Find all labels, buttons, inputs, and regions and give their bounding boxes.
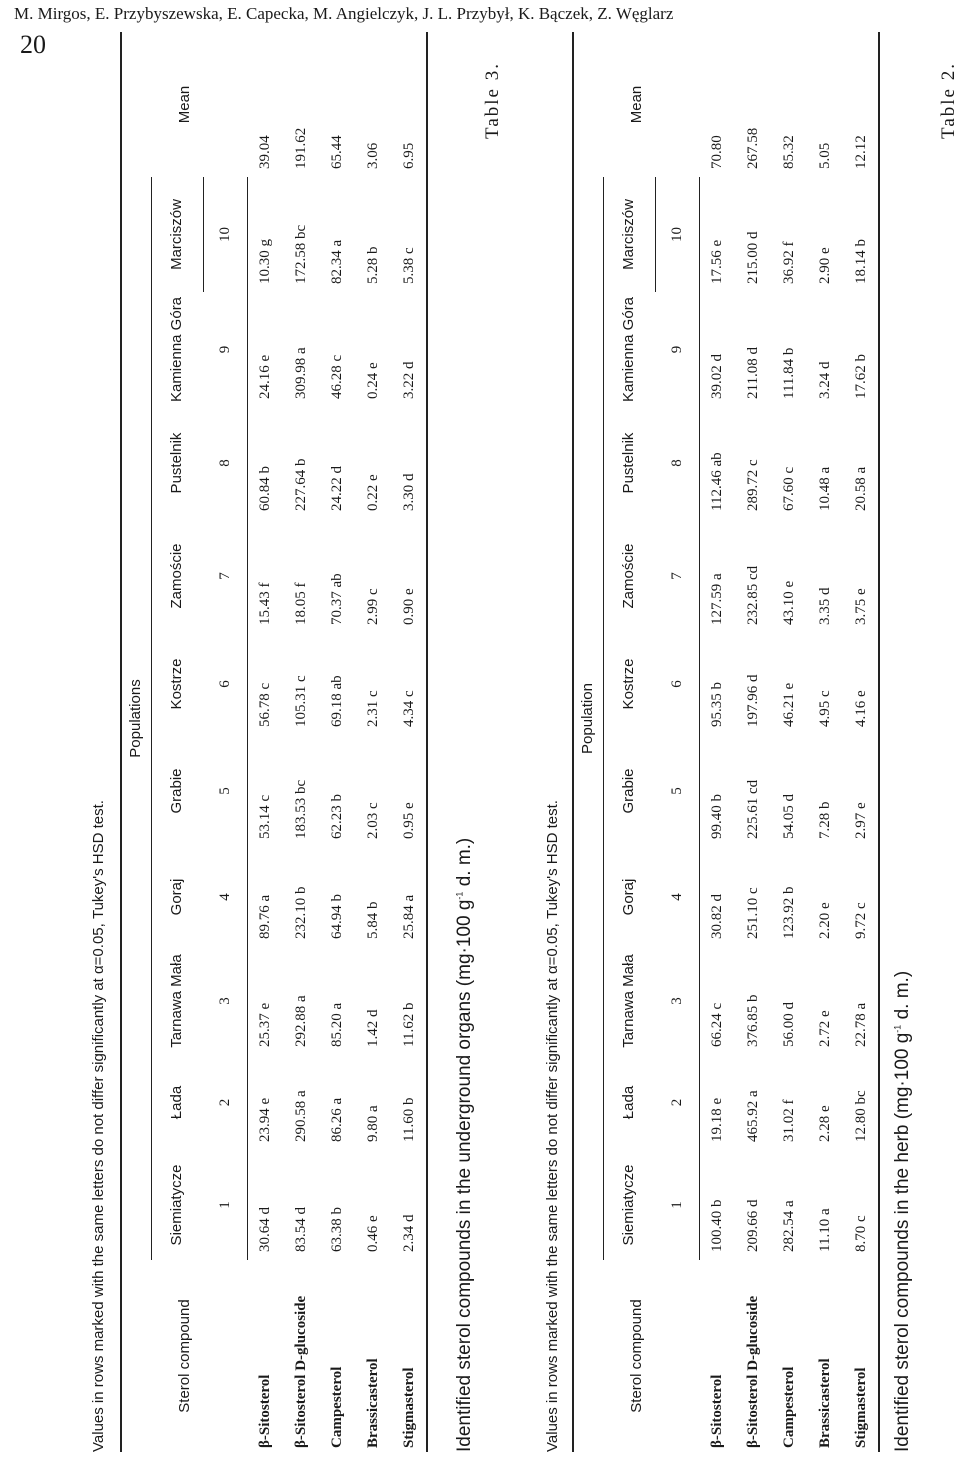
table2-mean-header: Mean — [573, 32, 699, 177]
table-cell: 290.58 a — [293, 1090, 309, 1142]
table-cell: 2.34 d — [391, 1150, 427, 1260]
table-cell: 30.64 d — [257, 1207, 274, 1252]
table-cell: 31.02 f — [781, 1099, 797, 1142]
table-cell: 183.53 bc — [293, 779, 309, 839]
table-cell: 56.78 c — [257, 682, 274, 727]
table-cell: 25.84 a — [391, 847, 427, 947]
table-cell: 10.30 g — [257, 239, 274, 284]
table3-number: 4 — [203, 847, 247, 947]
table3-population-header: Populations — [121, 177, 151, 1260]
table2-caption-main: Identified sterol compounds in the herb (mg·100 g — [892, 1032, 913, 1452]
mean-cell: 70.80 — [709, 135, 725, 169]
table-cell: 376.85 b — [745, 994, 761, 1047]
table-cell: 0.22 e — [365, 474, 381, 511]
table-cell: 24.16 e — [257, 354, 274, 399]
table-cell: 23.94 e — [257, 1097, 274, 1142]
table3-site: Siemiatycze — [168, 1164, 186, 1246]
table-cell: 20.58 a — [843, 407, 879, 519]
table-row — [247, 32, 283, 1452]
table-row — [735, 32, 771, 1452]
table-cell: 83.54 d — [293, 1207, 309, 1252]
table3-site: Łada — [168, 1085, 186, 1120]
table3-number: 1 — [203, 1150, 247, 1260]
table-cell: 105.31 c — [293, 675, 309, 727]
table-cell: 11.60 b — [391, 1055, 427, 1150]
table3-note: Values in rows marked with the same letters do not differ significantly at α=0.05, Tukey's HSD test. — [90, 800, 107, 1452]
table-row — [843, 32, 879, 1452]
table3 — [120, 32, 428, 1452]
table-cell: 10.48 a — [817, 466, 833, 511]
table3-number: 3 — [203, 947, 247, 1055]
table-cell: 2.31 c — [365, 690, 381, 727]
table-cell: 100.40 b — [709, 1199, 726, 1252]
table-cell: 3.35 d — [817, 587, 833, 625]
table3-site: Kamienna Góra — [168, 296, 186, 403]
table2-site: Zamoście — [620, 543, 638, 609]
table-cell: 12.80 bc — [843, 1055, 879, 1150]
table3-site-row — [151, 32, 203, 1452]
table3-site: Kostrze — [168, 658, 186, 710]
table-cell: 282.54 a — [781, 1200, 797, 1252]
table2-body — [699, 32, 879, 1452]
table2-site: Pustelnik — [620, 432, 638, 494]
table-cell: 46.21 e — [781, 682, 797, 727]
compound-name: Brassicasterol — [365, 1358, 381, 1448]
table-cell: 2.97 e — [843, 735, 879, 847]
table-cell: 172.58 bc — [293, 224, 309, 284]
table2-population-header: Population — [573, 177, 603, 1260]
table-cell: 43.10 e — [781, 580, 797, 625]
table-cell: 465.92 a — [745, 1090, 761, 1142]
table-row — [807, 32, 843, 1452]
table3-site: Goraj — [168, 878, 186, 916]
table3-label: Table 3. — [482, 62, 503, 139]
table-cell: 232.10 b — [293, 886, 309, 939]
table2-site: Siemiatycze — [620, 1164, 638, 1246]
table-cell: 2.99 c — [365, 588, 381, 625]
table-cell: 11.62 b — [391, 947, 427, 1055]
table-cell: 3.75 e — [843, 519, 879, 633]
compound-name: Brassicasterol — [817, 1358, 833, 1448]
table-cell: 127.59 a — [709, 573, 726, 625]
table2-site: Kostrze — [620, 658, 638, 710]
table2-site: Goraj — [620, 878, 638, 916]
table-cell: 5.38 c — [391, 177, 427, 292]
table-cell: 0.46 e — [365, 1215, 381, 1252]
table3-number: 2 — [203, 1055, 247, 1150]
compound-name: Campesterol — [329, 1366, 345, 1448]
table2-site: Grabie — [620, 768, 638, 814]
table-cell: 66.24 c — [709, 1002, 726, 1047]
table-cell: 3.22 d — [391, 292, 427, 407]
table3-site: Pustelnik — [168, 432, 186, 494]
table-cell: 53.14 c — [257, 794, 274, 839]
table2-caption — [892, 971, 914, 1452]
table-cell: 309.98 a — [293, 347, 309, 399]
table3-caption-main: Identified sterol compounds in the underground organs (mg·100 g — [454, 899, 475, 1452]
table3-number: 9 — [203, 292, 247, 407]
table3-mean-header: Mean — [121, 32, 247, 177]
table-cell: 112.46 ab — [709, 452, 726, 511]
mean-cell: 65.44 — [329, 135, 345, 169]
table3-number: 5 — [203, 735, 247, 847]
table-cell: 63.38 b — [329, 1207, 345, 1252]
table3-number: 7 — [203, 519, 247, 633]
table3-caption-end: d. m.) — [454, 837, 475, 892]
table-cell: 4.34 c — [391, 633, 427, 735]
table-cell: 225.61 cd — [745, 779, 761, 839]
table2-number: 6 — [655, 633, 699, 735]
table2-number: 4 — [655, 847, 699, 947]
table-cell: 0.95 e — [391, 735, 427, 847]
mean-cell: 3.06 — [365, 142, 381, 169]
table-cell: 232.85 cd — [745, 565, 761, 625]
table-cell: 22.78 a — [843, 947, 879, 1055]
table-cell: 18.14 b — [843, 177, 879, 292]
table-cell: 69.18 ab — [329, 675, 345, 727]
table-cell: 0.24 e — [365, 362, 381, 399]
mean-cell: 39.04 — [257, 135, 273, 169]
table-cell: 36.92 f — [781, 241, 797, 284]
table-cell: 1.42 d — [365, 1009, 381, 1047]
table2-note: Values in rows marked with the same letters do not differ significantly at α=0.05, Tukey's HSD test. — [544, 800, 561, 1452]
table-cell: 24.22 d — [329, 466, 345, 511]
table-cell: 17.62 b — [843, 292, 879, 407]
table-row — [355, 32, 391, 1452]
table-cell: 2.90 e — [817, 247, 833, 284]
compound-name: β-Sitosterol — [257, 1374, 273, 1448]
table-cell: 17.56 e — [709, 239, 726, 284]
table3-number: 8 — [203, 407, 247, 519]
table3-site: Marciszów — [151, 177, 203, 292]
mean-cell: 85.32 — [781, 135, 797, 169]
compound-name: β-Sitosterol — [709, 1374, 725, 1448]
table-cell: 215.00 d — [745, 231, 761, 284]
table-cell: 5.84 b — [365, 901, 381, 939]
table3-site: Tarnawa Mała — [168, 954, 186, 1048]
table-cell: 99.40 b — [709, 794, 726, 839]
compound-name: β-Sitosterol D-glucoside — [745, 1295, 761, 1448]
mean-cell: 267.58 — [745, 127, 761, 169]
compound-name: Stigmasterol — [843, 1260, 879, 1452]
table-cell: 209.66 d — [745, 1199, 761, 1252]
table-cell: 82.34 a — [329, 239, 345, 284]
table3-caption-sup: -1 — [454, 891, 465, 900]
page-number: 20 — [20, 30, 46, 59]
table-cell: 289.72 c — [745, 459, 761, 511]
table-cell: 2.72 e — [817, 1010, 833, 1047]
table-cell: 70.37 ab — [329, 573, 345, 625]
mean-cell: 191.62 — [293, 127, 309, 169]
table3-number: 10 — [203, 177, 247, 292]
table-cell: 46.28 c — [329, 354, 345, 399]
table2-site: Tarnawa Mała — [620, 954, 638, 1048]
table2-number: 1 — [655, 1150, 699, 1260]
table-row — [391, 32, 427, 1452]
table-cell: 8.70 c — [843, 1150, 879, 1260]
table-cell: 9.80 a — [365, 1105, 381, 1142]
table2-compound-header: Sterol compound — [573, 1260, 699, 1452]
mean-cell: 5.05 — [817, 142, 833, 169]
table2-number: 5 — [655, 735, 699, 847]
mean-cell: 12.12 — [843, 32, 879, 177]
table-cell: 211.08 d — [745, 347, 761, 399]
table2-number: 8 — [655, 407, 699, 519]
table2-label: Table 2. — [938, 62, 959, 139]
table-cell: 60.84 b — [257, 466, 274, 511]
table-cell: 111.84 b — [781, 347, 797, 399]
table-row — [771, 32, 807, 1452]
compound-name: Campesterol — [781, 1366, 797, 1448]
mean-cell: 6.95 — [391, 32, 427, 177]
table3-compound-header: Sterol compound — [121, 1260, 247, 1452]
table3-number-row — [203, 32, 247, 1452]
table-cell: 7.28 b — [817, 801, 833, 839]
table-cell: 30.82 d — [709, 894, 726, 939]
table2-number: 7 — [655, 519, 699, 633]
table2-site: Łada — [620, 1085, 638, 1120]
table2-number: 3 — [655, 947, 699, 1055]
table-cell: 2.03 c — [365, 802, 381, 839]
table-cell: 54.05 d — [781, 794, 797, 839]
table-cell: 89.76 a — [257, 894, 274, 939]
table-cell: 39.02 d — [709, 354, 726, 399]
table2-number-row — [655, 32, 699, 1452]
table-row — [283, 32, 319, 1452]
table-cell: 0.90 e — [391, 519, 427, 633]
table-cell: 5.28 b — [365, 246, 381, 284]
table-cell: 2.28 e — [817, 1105, 833, 1142]
table-row — [699, 32, 735, 1452]
table3-number: 6 — [203, 633, 247, 735]
table2-number: 9 — [655, 292, 699, 407]
table-cell: 4.16 e — [843, 633, 879, 735]
table-cell: 15.43 f — [257, 582, 274, 625]
table-cell: 3.30 d — [391, 407, 427, 519]
compound-name: β-Sitosterol D-glucoside — [293, 1295, 309, 1448]
table-cell: 56.00 d — [781, 1002, 797, 1047]
table-cell: 67.60 c — [781, 466, 797, 511]
table2-site: Marciszów — [603, 177, 655, 292]
compound-name: Stigmasterol — [391, 1260, 427, 1452]
table-row — [319, 32, 355, 1452]
table-cell: 251.10 c — [745, 887, 761, 939]
table-cell: 19.18 e — [709, 1097, 726, 1142]
rotated-page-content — [80, 62, 959, 1452]
table-cell: 64.94 b — [329, 894, 345, 939]
table-cell: 11.10 a — [817, 1208, 833, 1252]
table3-site: Zamoście — [168, 543, 186, 609]
table2-number: 2 — [655, 1055, 699, 1150]
table-cell: 292.88 a — [293, 995, 309, 1047]
table-cell: 123.92 b — [781, 886, 797, 939]
table-cell: 85.20 a — [329, 1002, 345, 1047]
table-cell: 2.20 e — [817, 902, 833, 939]
table-cell: 95.35 b — [709, 682, 726, 727]
table2-number: 10 — [655, 177, 699, 292]
table-cell: 62.23 b — [329, 794, 345, 839]
table2-caption-end: d. m.) — [892, 970, 913, 1025]
table-cell: 227.64 b — [293, 458, 309, 511]
table-cell: 9.72 c — [843, 847, 879, 947]
table-cell: 4.95 c — [817, 690, 833, 727]
table-cell: 18.05 f — [293, 582, 309, 625]
table-cell: 25.37 e — [257, 1002, 274, 1047]
table3-body — [247, 32, 427, 1452]
table-cell: 86.26 a — [329, 1097, 345, 1142]
running-header-authors: M. Mirgos, E. Przybyszewska, E. Capecka, M. Angielczyk, J. L. Przybył, K. Bączek, Z. Węglarz — [14, 4, 674, 23]
table3-site: Grabie — [168, 768, 186, 814]
table2-caption-sup: -1 — [892, 1024, 903, 1033]
table2 — [572, 32, 880, 1452]
table-cell: 3.24 d — [817, 361, 833, 399]
table-cell: 197.96 d — [745, 674, 761, 727]
table3-caption — [454, 838, 476, 1452]
table2-site-row — [603, 32, 655, 1452]
table2-site: Kamienna Góra — [620, 296, 638, 403]
